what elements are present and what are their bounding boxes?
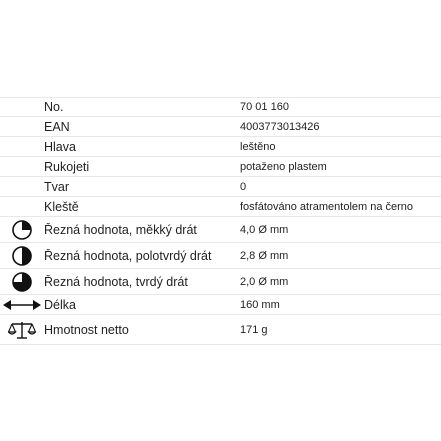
spec-value: 4003773013426	[240, 120, 320, 133]
spec-row-length	[0, 295, 441, 315]
icon-cell	[0, 98, 44, 116]
spec-value: 70 01 160	[240, 101, 289, 113]
icon-cell	[0, 217, 44, 242]
spec-row-tvar	[0, 177, 441, 197]
spec-row-hlava	[0, 137, 441, 157]
spec-label: Řezná hodnota, měkký drát	[44, 222, 197, 237]
three-quarter-circle-icon	[11, 271, 33, 293]
icon-cell	[0, 157, 44, 176]
scale-icon	[8, 320, 36, 340]
spec-row-weight	[0, 315, 441, 345]
spec-label: Rukojeti	[44, 159, 90, 174]
spec-row-medium-wire	[0, 243, 441, 269]
spec-row-hard-wire	[0, 269, 441, 295]
icon-cell	[0, 177, 44, 196]
spec-value: potaženo plastem	[240, 160, 327, 173]
icon-cell	[0, 269, 44, 294]
spec-label: Řezná hodnota, tvrdý drát	[44, 274, 188, 289]
spec-row-rukojeti	[0, 157, 441, 177]
spec-label: Délka	[44, 297, 76, 312]
spec-value: leštěno	[240, 140, 276, 153]
spec-row-no	[0, 97, 441, 117]
spec-row-soft-wire	[0, 217, 441, 243]
icon-cell	[0, 137, 44, 156]
spec-label: Hmotnost netto	[44, 322, 129, 337]
spec-row-ean	[0, 117, 441, 137]
spec-table	[0, 97, 441, 345]
icon-cell	[0, 295, 44, 314]
icon-cell	[0, 117, 44, 136]
length-arrow-icon	[2, 298, 42, 312]
spec-value: 2,8 Ø mm	[240, 249, 289, 262]
spec-value: 2,0 Ø mm	[240, 275, 289, 288]
spec-value: 0	[240, 180, 247, 193]
spec-label: Kleště	[44, 199, 79, 214]
spec-label: No.	[44, 100, 64, 114]
spec-label: Hlava	[44, 139, 76, 154]
spec-label: Řezná hodnota, polotvrdý drát	[44, 248, 212, 263]
icon-cell	[0, 243, 44, 268]
spec-value: 171 g	[240, 323, 268, 336]
half-circle-icon	[11, 245, 33, 267]
quarter-circle-icon	[11, 219, 33, 241]
spec-value: 160 mm	[240, 298, 280, 311]
spec-label: EAN	[44, 119, 70, 134]
icon-cell	[0, 315, 44, 344]
spec-value: fosfátováno atramentolem na černo	[240, 200, 414, 213]
spec-value: 4,0 Ø mm	[240, 223, 289, 236]
spec-row-kleste	[0, 197, 441, 217]
icon-cell	[0, 197, 44, 216]
spec-label: Tvar	[44, 179, 69, 194]
